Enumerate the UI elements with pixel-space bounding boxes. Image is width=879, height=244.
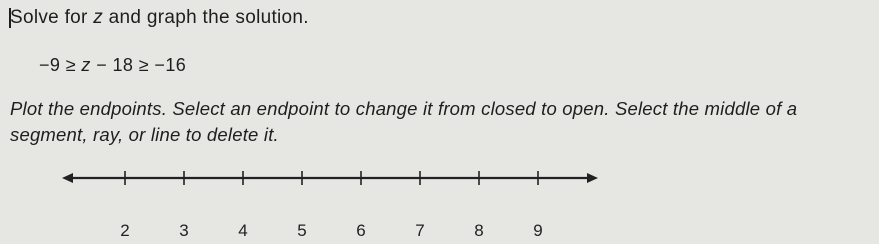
tick-label: 5	[297, 221, 307, 240]
inequality-right: − 18 ≥ −16	[90, 55, 187, 75]
tick-label: 8	[474, 221, 484, 240]
tick-label: 2	[120, 221, 130, 240]
number-line-graph[interactable]	[50, 164, 610, 244]
tick-label: 7	[415, 221, 425, 240]
tick-label: 6	[356, 221, 366, 240]
tick-label: 3	[179, 221, 189, 240]
prompt-text-before: Solve for	[10, 7, 94, 28]
prompt-variable: z	[93, 7, 104, 28]
question-prompt	[10, 7, 309, 29]
inequality-variable: z	[81, 55, 91, 75]
graph-instructions: Plot the endpoints. Select an endpoint to change it from closed to open. Select the middle of a segment, ray, or line to delete it.	[10, 98, 798, 145]
inequality-expression	[39, 55, 186, 76]
number-line-axis[interactable]	[62, 173, 598, 183]
tick-label: 9	[533, 221, 543, 240]
prompt-text-after: and graph the solution.	[103, 7, 309, 28]
inequality-left: −9 ≥	[39, 55, 82, 75]
right-arrow-icon	[587, 173, 598, 183]
left-arrow-icon	[62, 173, 73, 183]
number-line-tick-labels	[120, 221, 542, 240]
tick-label: 4	[238, 221, 248, 240]
